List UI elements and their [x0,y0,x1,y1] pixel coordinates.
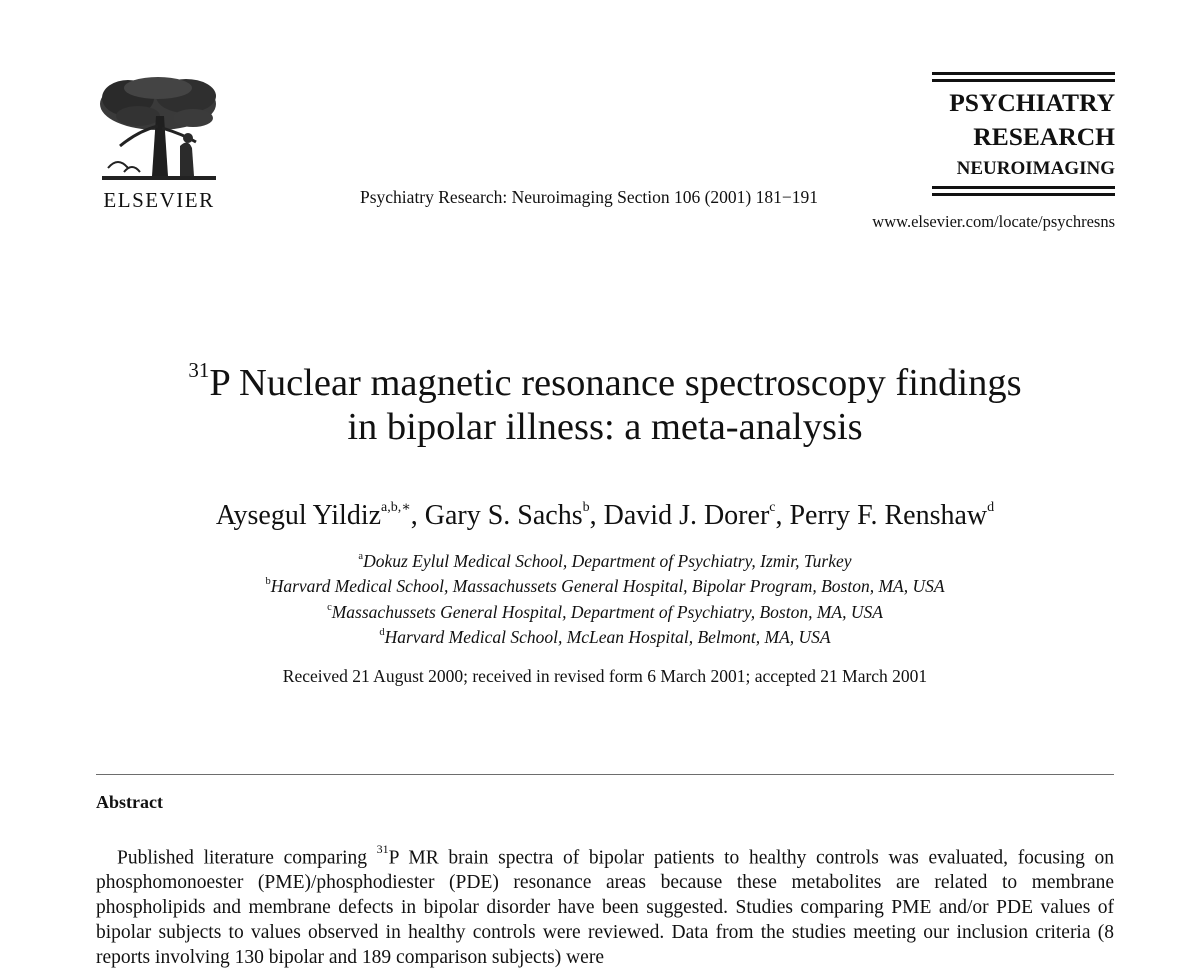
article-title [100,352,1110,449]
abstract-text-rest: P MR brain spectra of bipolar patients to healthy controls was evaluated, focusing on phosphomonoester (PME)/phosphodiester (PDE) resonance areas because these metabolites are related to membrane phospholipids and membrane defects in bipolar disorder have been suggested. Studies comparing PME and/or PDE values of bipolar subjects to values observed in healthy controls were reviewed. Data from the studies meeting our inclusion criteria (8 reports involving 130 bipolar and 189 comparison subjects) were [96,847,1114,968]
affiliation-mark: b [265,576,271,588]
abstract-text-start: Published literature comparing [117,847,377,869]
author-separator: , [410,500,425,532]
affiliation [100,572,1110,597]
affiliation [100,623,1110,648]
abstract-isotope-sup: 31 [376,842,389,856]
journal-url[interactable]: www.elsevier.com/locate/psychresns [872,212,1115,231]
elsevier-tree-icon [98,76,220,184]
author-name: Gary S. Sachs [424,500,583,532]
author-name: Perry F. Renshaw [789,500,988,532]
author [604,500,790,531]
publisher-logo [96,76,222,212]
masthead-rule [932,193,1115,196]
affiliation-list [100,547,1110,648]
affiliation-text: Harvard Medical School, McLean Hospital, Belmont, MA, USA [384,626,831,647]
abstract-body [96,840,1114,970]
abstract-paragraph [96,840,1114,970]
author [425,500,604,531]
masthead-rule [932,79,1115,82]
author-list [100,492,1110,535]
received-dates: Received 21 August 2000; received in revised form 6 March 2001; accepted 21 March 2001 [282,666,928,686]
section-divider [96,774,1114,775]
author-separator: , [589,500,604,532]
author-affiliation-mark[interactable]: b [582,500,590,515]
affiliation-text: Dokuz Eylul Medical School, Department of Psychiatry, Izmir, Turkey [363,550,852,571]
author [216,500,425,531]
author-name: Aysegul Yildiz [215,500,382,532]
author-affiliation-mark[interactable]: c [769,500,776,515]
author-separator: , [775,500,790,532]
masthead-rule [932,186,1115,189]
title-line1: P Nuclear magnetic resonance spectroscopy findings [209,361,1022,404]
masthead-rule [932,72,1115,75]
affiliation [100,598,1110,623]
publisher-name: ELSEVIER [103,188,215,212]
journal-citation: Psychiatry Research: Neuroimaging Section 106 (2001) 181−191 [360,187,818,207]
affiliation-mark: d [379,626,385,638]
author-affiliation-mark[interactable]: d [987,500,995,515]
author [789,500,994,531]
title-line2: in bipolar illness: a meta-analysis [347,405,863,448]
title-isotope-sup: 31 [188,358,210,382]
affiliation-text: Massachussets General Hospital, Department of Psychiatry, Boston, MA, USA [331,601,883,622]
affiliation-text: Harvard Medical School, Massachussets General Hospital, Bipolar Program, Boston, MA, USA [270,576,945,597]
journal-subtitle: NEUROIMAGING [956,158,1115,179]
journal-masthead [932,72,1115,200]
journal-title-line2: RESEARCH [973,122,1115,151]
journal-title-line1: PSYCHIATRY [949,88,1115,117]
abstract-heading: Abstract [96,792,163,812]
affiliation [100,547,1110,572]
author-name: David J. Dorer [603,500,770,532]
affiliation-mark: c [327,601,332,613]
author-affiliation-mark[interactable]: a,b,∗ [381,500,411,515]
affiliation-mark: a [358,551,364,562]
